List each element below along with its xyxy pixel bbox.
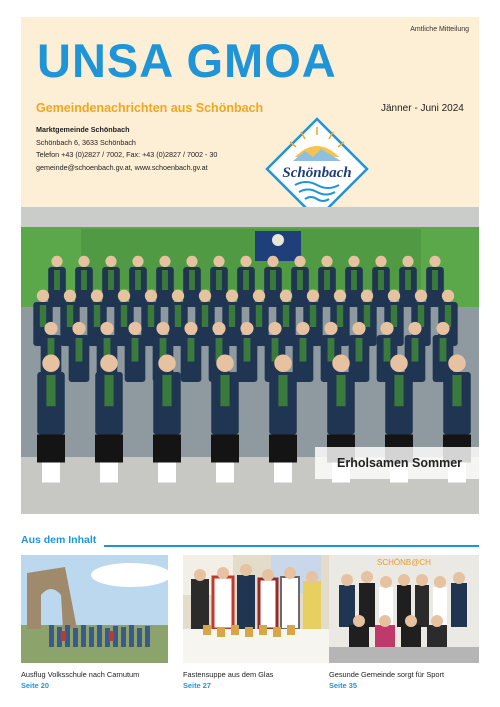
musician-head xyxy=(42,355,60,373)
musician-head xyxy=(253,290,265,302)
contact-web: gemeinde@schoenbach.gv.at, www.schoenbach.gv.at xyxy=(36,162,208,172)
sports-wall-sign: SCHÖNB@CH xyxy=(377,558,431,567)
musician-head xyxy=(159,256,170,267)
page-link-school-trip[interactable]: Seite 20 xyxy=(21,681,49,690)
musician-vest xyxy=(162,270,168,290)
contact-phone: Telefon +43 (0)2827 / 7002, Fax: +43 (0)2827 / 7002 - 30 xyxy=(36,150,218,159)
musician-head xyxy=(128,322,141,335)
musician-vest xyxy=(76,338,83,362)
musician-vest xyxy=(188,338,195,362)
musician-vest xyxy=(216,270,222,290)
musician-head xyxy=(332,355,350,373)
musician-vest xyxy=(104,375,113,406)
cover-photo xyxy=(21,207,479,514)
musician-vest xyxy=(278,375,287,406)
musician-head xyxy=(158,355,176,373)
musician-vest xyxy=(256,305,262,327)
musician-breeches xyxy=(153,435,181,463)
musician-vest xyxy=(324,270,330,290)
musician-head xyxy=(375,256,386,267)
contact-block xyxy=(36,124,217,174)
thumb-fasting-soup[interactable] xyxy=(183,555,330,663)
musician-head xyxy=(212,322,225,335)
musician-vest xyxy=(328,338,335,362)
masthead xyxy=(21,17,479,207)
musician-vest xyxy=(46,375,55,406)
musician-vest xyxy=(336,375,345,406)
musician-vest xyxy=(452,375,461,406)
musician-head xyxy=(324,322,337,335)
musician-head xyxy=(199,290,211,302)
musician-head xyxy=(105,256,116,267)
school-trip-photo xyxy=(21,555,168,663)
musician-head xyxy=(118,290,130,302)
musician-vest xyxy=(432,270,438,290)
musician-vest xyxy=(364,305,370,327)
musician-vest xyxy=(283,305,289,327)
musician-breeches xyxy=(211,435,239,463)
musician-vest xyxy=(108,270,114,290)
musician-head xyxy=(100,322,113,335)
musician-head xyxy=(172,290,184,302)
musician-head xyxy=(307,290,319,302)
thumb-school-trip[interactable] xyxy=(21,555,168,663)
magazine-subtitle: Gemeindenachrichten aus Schönbach xyxy=(36,101,264,115)
musician-head xyxy=(274,355,292,373)
musician-head xyxy=(436,322,449,335)
musician-vest xyxy=(391,305,397,327)
musician-head xyxy=(132,256,143,267)
musician-head xyxy=(226,290,238,302)
contents-heading: Aus dem Inhalt xyxy=(21,534,97,546)
musician-vest xyxy=(132,338,139,362)
schoenbach-logo xyxy=(265,117,369,221)
contents-divider xyxy=(104,545,479,547)
musician-head xyxy=(321,256,332,267)
musician-head xyxy=(64,290,76,302)
musician-head xyxy=(240,256,251,267)
musician-vest xyxy=(135,270,141,290)
musician-vest xyxy=(229,305,235,327)
musician-breeches xyxy=(269,435,297,463)
page-link-fasting-soup[interactable]: Seite 27 xyxy=(183,681,211,690)
musician-vest xyxy=(297,270,303,290)
sports-group-photo xyxy=(329,555,479,663)
musician-head xyxy=(280,290,292,302)
musician-head xyxy=(294,256,305,267)
musician-head xyxy=(402,256,413,267)
musician-socks xyxy=(274,463,292,483)
musician-head xyxy=(213,256,224,267)
musician-vest xyxy=(243,270,249,290)
musician-vest xyxy=(121,305,127,327)
musician-vest xyxy=(202,305,208,327)
musician-head xyxy=(72,322,85,335)
summer-banner xyxy=(315,447,479,479)
musician-breeches xyxy=(37,435,65,463)
musician-head xyxy=(429,256,440,267)
musician-vest xyxy=(94,305,100,327)
musician-head xyxy=(78,256,89,267)
musician-vest xyxy=(337,305,343,327)
musician-head xyxy=(390,355,408,373)
contact-address: Schönbach 6, 3633 Schönbach xyxy=(36,137,136,147)
thumb-sports[interactable] xyxy=(329,555,479,663)
caption-school-trip: Ausflug Volksschule nach Carnutum xyxy=(21,670,140,679)
musician-head xyxy=(352,322,365,335)
musician-head xyxy=(408,322,421,335)
musician-vest xyxy=(270,270,276,290)
musician-breeches xyxy=(95,435,123,463)
musician-head xyxy=(91,290,103,302)
musician-vest xyxy=(405,270,411,290)
musician-socks xyxy=(158,463,176,483)
musician-head xyxy=(348,256,359,267)
musician-vest xyxy=(394,375,403,406)
musician-head xyxy=(156,322,169,335)
musician-head xyxy=(44,322,57,335)
contact-org: Marktgemeinde Schönbach xyxy=(36,125,130,134)
musician-head xyxy=(240,322,253,335)
caption-sports: Gesunde Gemeinde sorgt für Sport xyxy=(329,670,445,679)
musician-head xyxy=(145,290,157,302)
magazine-title: UNSA GMOA xyxy=(37,34,337,87)
fasting-soup-photo xyxy=(183,555,330,663)
musician-vest xyxy=(67,305,73,327)
musician-socks xyxy=(216,463,234,483)
musician-head xyxy=(442,290,454,302)
musician-vest xyxy=(54,270,60,290)
musician-vest xyxy=(384,338,391,362)
musician-vest xyxy=(300,338,307,362)
musician-head xyxy=(184,322,197,335)
musician-head xyxy=(216,355,234,373)
official-notice-label: Amtliche Mitteilung xyxy=(410,26,469,33)
musician-head xyxy=(296,322,309,335)
musician-head xyxy=(51,256,62,267)
musician-vest xyxy=(175,305,181,327)
musician-head xyxy=(100,355,118,373)
page-link-sports[interactable]: Seite 35 xyxy=(329,681,357,690)
musician-vest xyxy=(440,338,447,362)
musician-socks xyxy=(42,463,60,483)
summer-greeting: Erholsamen Sommer xyxy=(337,456,463,470)
musician-vest xyxy=(356,338,363,362)
musician-head xyxy=(415,290,427,302)
musician-vest xyxy=(310,305,316,327)
logo-wordmark: Schönbach xyxy=(282,165,352,181)
musician-vest xyxy=(81,270,87,290)
caption-fasting-soup: Fastensuppe aus dem Glas xyxy=(183,670,274,679)
musician-head xyxy=(267,256,278,267)
musician-head xyxy=(186,256,197,267)
musician-vest xyxy=(351,270,357,290)
musician-vest xyxy=(189,270,195,290)
musician-head xyxy=(334,290,346,302)
musician-vest xyxy=(148,305,154,327)
musician-vest xyxy=(40,305,46,327)
musician-vest xyxy=(378,270,384,290)
musician-head xyxy=(268,322,281,335)
musician-vest xyxy=(244,338,251,362)
musician-head xyxy=(361,290,373,302)
musician-head xyxy=(448,355,466,373)
musician-socks xyxy=(100,463,118,483)
musician-head xyxy=(388,290,400,302)
issue-period: Jänner - Juni 2024 xyxy=(381,103,464,114)
musician-head xyxy=(380,322,393,335)
musician-head xyxy=(37,290,49,302)
musician-vest xyxy=(412,338,419,362)
musician-vest xyxy=(162,375,171,406)
musician-vest xyxy=(220,375,229,406)
